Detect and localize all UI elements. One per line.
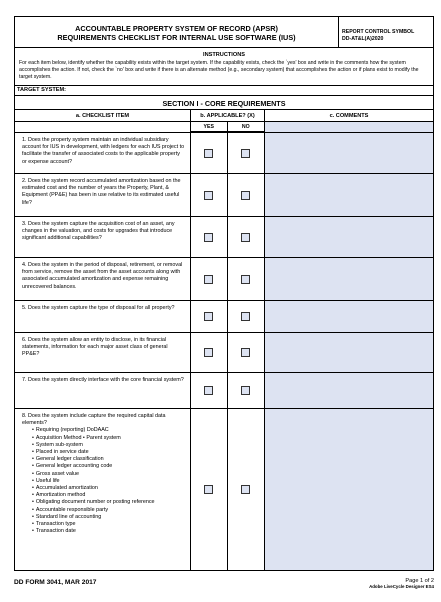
form-title-line2: REQUIREMENTS CHECKLIST FOR INTERNAL USE SOFTWARE (IUS) [57,33,296,42]
checklist-item-text: 2. Does the system record accumulated amortization based on the estimated cost and the number of years the Property, Plant, & Equipment (PP&E) has been in use relative to its estimated useful life? [15,174,191,216]
column-header-checklist: a. CHECKLIST ITEM [15,110,191,122]
list-item: • Standard line of accounting [32,514,186,521]
no-checkbox[interactable] [241,485,250,494]
instructions-heading: INSTRUCTIONS [203,52,245,58]
yes-column-label: YES [191,122,228,132]
comments-field-top[interactable] [265,122,433,132]
column-headers [14,110,434,122]
form-title-line1: ACCOUNTABLE PROPERTY SYSTEM OF RECORD (APSR) [75,24,278,33]
list-item: • Accumulated amortization [32,485,186,492]
yes-checkbox[interactable] [204,386,213,395]
list-item: • Transaction date [32,528,186,535]
comments-field[interactable] [265,133,433,173]
comments-field[interactable] [265,301,433,332]
checklist-item-text: 1. Does the property system maintain an individual subsidiary account for IUS in development, with ledgers for each IUS project to facilitate the transfer of associated costs to the applicable property or expense account? [15,133,191,173]
checklist-row-1 [14,132,434,173]
checklist-item-text: 6. Does the system allow an entity to disclose, in its financial statements, information for each major asset class of general PP&E? [15,333,191,372]
list-item: • Useful life [32,478,186,485]
form-identifier: DD FORM 3041, MAR 2017 [14,579,97,586]
yes-checkbox[interactable] [204,275,213,284]
section-title: SECTION I - CORE REQUIREMENTS [14,96,434,110]
no-checkbox[interactable] [241,149,250,158]
list-item: • Gross asset value [32,471,186,478]
list-item: • Amortization method [32,492,186,499]
list-item: • General ledger classification [32,456,186,463]
checklist-item-text: 8. Does the system include capture the required capital data elements? [22,413,166,427]
no-checkbox[interactable] [241,348,250,357]
comments-field[interactable] [265,217,433,257]
checklist-row-5 [14,300,434,332]
checklist-item-8 [15,409,191,570]
list-item: • Acquisition Method • Parent system [32,435,186,442]
adobe-designer-label: Adobe LiveCycle Designer ES4 [369,584,434,589]
comments-field[interactable] [265,373,433,408]
no-checkbox[interactable] [241,191,250,200]
list-item: • Transaction type [32,521,186,528]
column-header-applicable: b. APPLICABLE? (X) [191,110,265,122]
comments-field[interactable] [265,333,433,372]
no-column-label: NO [228,122,265,132]
rcs-label: REPORT CONTROL SYMBOL [342,29,415,35]
yes-checkbox[interactable] [204,485,213,494]
checklist-row-7 [14,372,434,408]
list-item: • General ledger accounting code [32,463,186,470]
comments-field[interactable] [265,258,433,300]
form-title [15,17,339,47]
checklist-row-4 [14,257,434,300]
instructions-block [14,48,434,86]
yes-checkbox[interactable] [204,233,213,242]
list-item: • Requiring (reporting) DoDAAC [32,427,186,434]
yes-checkbox[interactable] [204,348,213,357]
yes-checkbox[interactable] [204,191,213,200]
yes-checkbox[interactable] [204,312,213,321]
checklist-item-text: 4. Does the system in the period of disposal, retirement, or removal from service, remove the asset from the asset accounts along with associated accumulated amortization and expense remaining unrecovered balances. [15,258,191,300]
checklist-row-3 [14,216,434,257]
page-number: Page 1 of 2 [405,578,434,584]
report-control-symbol [339,17,433,47]
list-item: • Accountable responsible party [32,507,186,514]
form-footer [14,578,434,589]
capital-data-elements-list [22,427,186,535]
instructions-text: For each item below, identify whether the capability exists within the target system. If the capability exists, check the `yes' box and write in the comments how the system accomplishes the action. If not, check the `no' box and write if there is an alternate method (e.g., secondary system) that accomplishes the action or if plans exist to modify the target system. [19,60,419,80]
checklist-item-text: 3. Does the system capture the acquisition cost of an asset, any changes in the valuation, and costs for upgrades that introduce significant additional capabilities? [15,217,191,257]
comments-field[interactable] [265,409,433,570]
list-item: • System sub-system [32,442,186,449]
form-page [14,16,434,571]
yes-checkbox[interactable] [204,149,213,158]
checklist-row-6 [14,332,434,372]
list-item: • Obligating document number or posting reference [32,499,186,506]
checklist-row-8 [14,408,434,571]
rcs-value: DD-AT&L(A)2020 [342,35,384,42]
target-system-field[interactable] [14,86,434,96]
checklist-item-text: 5. Does the system capture the type of disposal for all property? [15,301,191,332]
column-header-comments: c. COMMENTS [265,110,433,122]
no-checkbox[interactable] [241,386,250,395]
checklist-item-text: 7. Does the system directly interface with the core financial system? [15,373,191,408]
checklist-row-2 [14,173,434,216]
comments-field[interactable] [265,174,433,216]
yes-no-header-row [14,122,434,132]
no-checkbox[interactable] [241,233,250,242]
list-item: • Placed in service date [32,449,186,456]
no-checkbox[interactable] [241,275,250,284]
form-header [14,16,434,48]
target-system-label: TARGET SYSTEM: [17,87,66,93]
no-checkbox[interactable] [241,312,250,321]
